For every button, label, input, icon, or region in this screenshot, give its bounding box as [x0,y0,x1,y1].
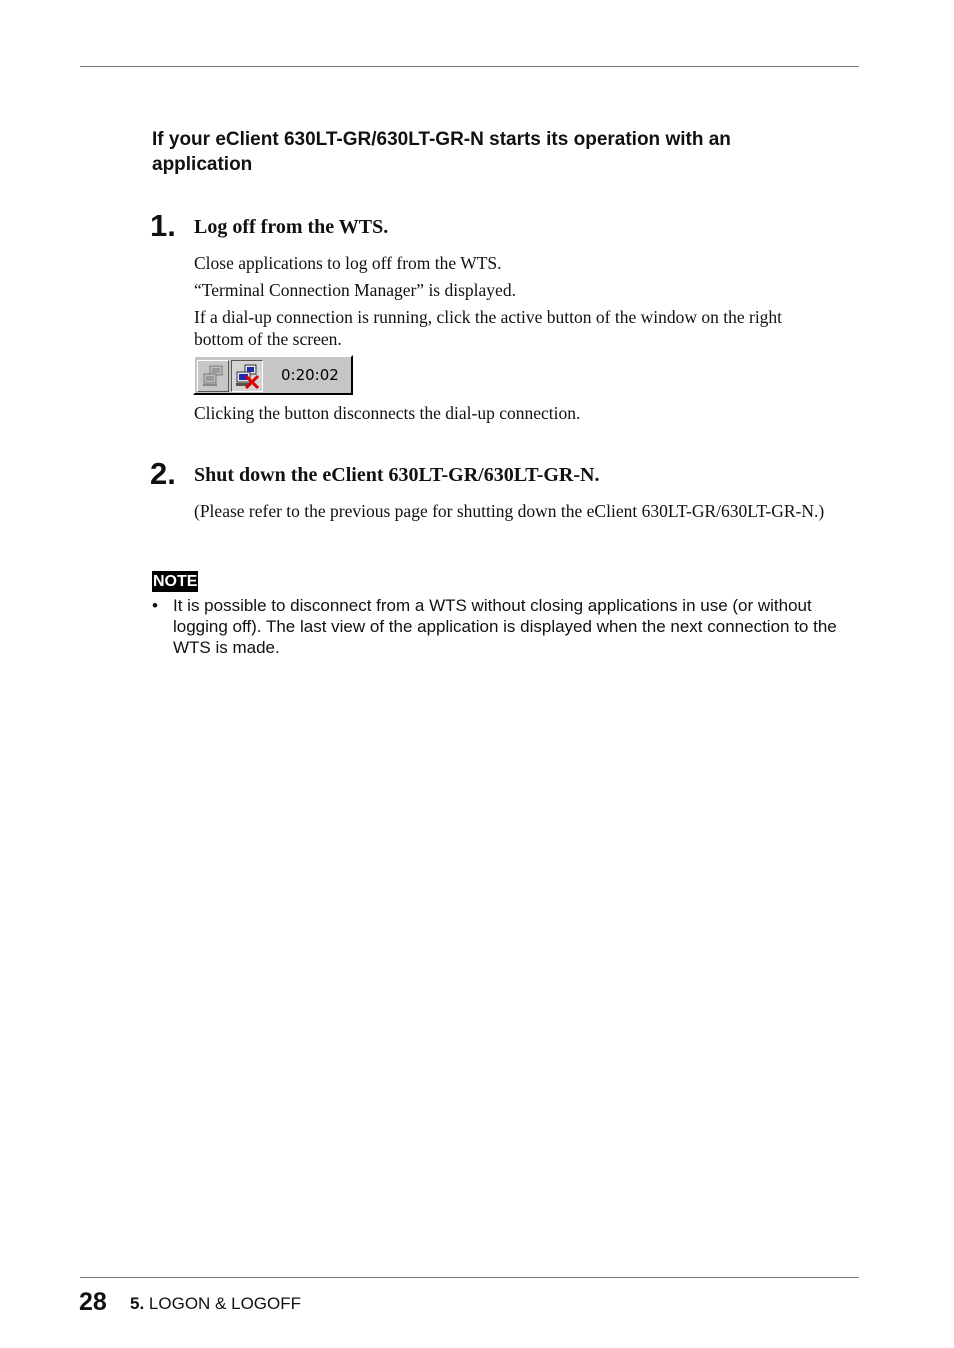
chapter-label [130,1294,301,1314]
step-2-title: Shut down the eClient 630LT-GR/630LT-GR-N. [194,464,600,486]
chapter-title: LOGON & LOGOFF [148,1294,302,1313]
step-2-paragraph-1: (Please refer to the previous page for shutting down the eClient 630LT-GR/630LT-GR-N.) [194,501,825,521]
footer-rule [80,1277,859,1278]
chapter-number: 5. [130,1294,145,1313]
step-1-after-image: Clicking the button disconnects the dial-up connection. [194,403,581,423]
connections-button[interactable] [197,360,229,392]
note-label: NOTE [153,573,198,590]
step-1-paragraph-3: If a dial-up connection is running, click the active button of the window on the right bottom of the screen. [194,307,783,349]
note-bullet: • [152,596,158,615]
disconnect-dialup-button[interactable] [231,360,263,392]
tray-clock: 0:20:02 [281,366,339,384]
note-text: It is possible to disconnect from a WTS without closing applications in use (or without logging off). The last view of the application is displayed when the next connection to the WTS is made. [173,596,837,657]
step-1-number: 1. [150,208,176,243]
taskbar-tray-screenshot [193,355,353,395]
step-1-paragraph-1: Close applications to log off from the WTS. [194,253,502,273]
step-1-paragraph-2: “Terminal Connection Manager” is displayed. [194,280,516,300]
step-1-title: Log off from the WTS. [194,216,389,238]
section-heading: If your eClient 630LT-GR/630LT-GR-N starts its operation with an application [152,129,731,175]
step-2-number: 2. [150,456,176,491]
connections-icon [198,361,228,391]
page-number: 28 [79,1288,107,1316]
disconnect-dialup-icon [232,361,262,391]
header-rule [80,66,859,67]
